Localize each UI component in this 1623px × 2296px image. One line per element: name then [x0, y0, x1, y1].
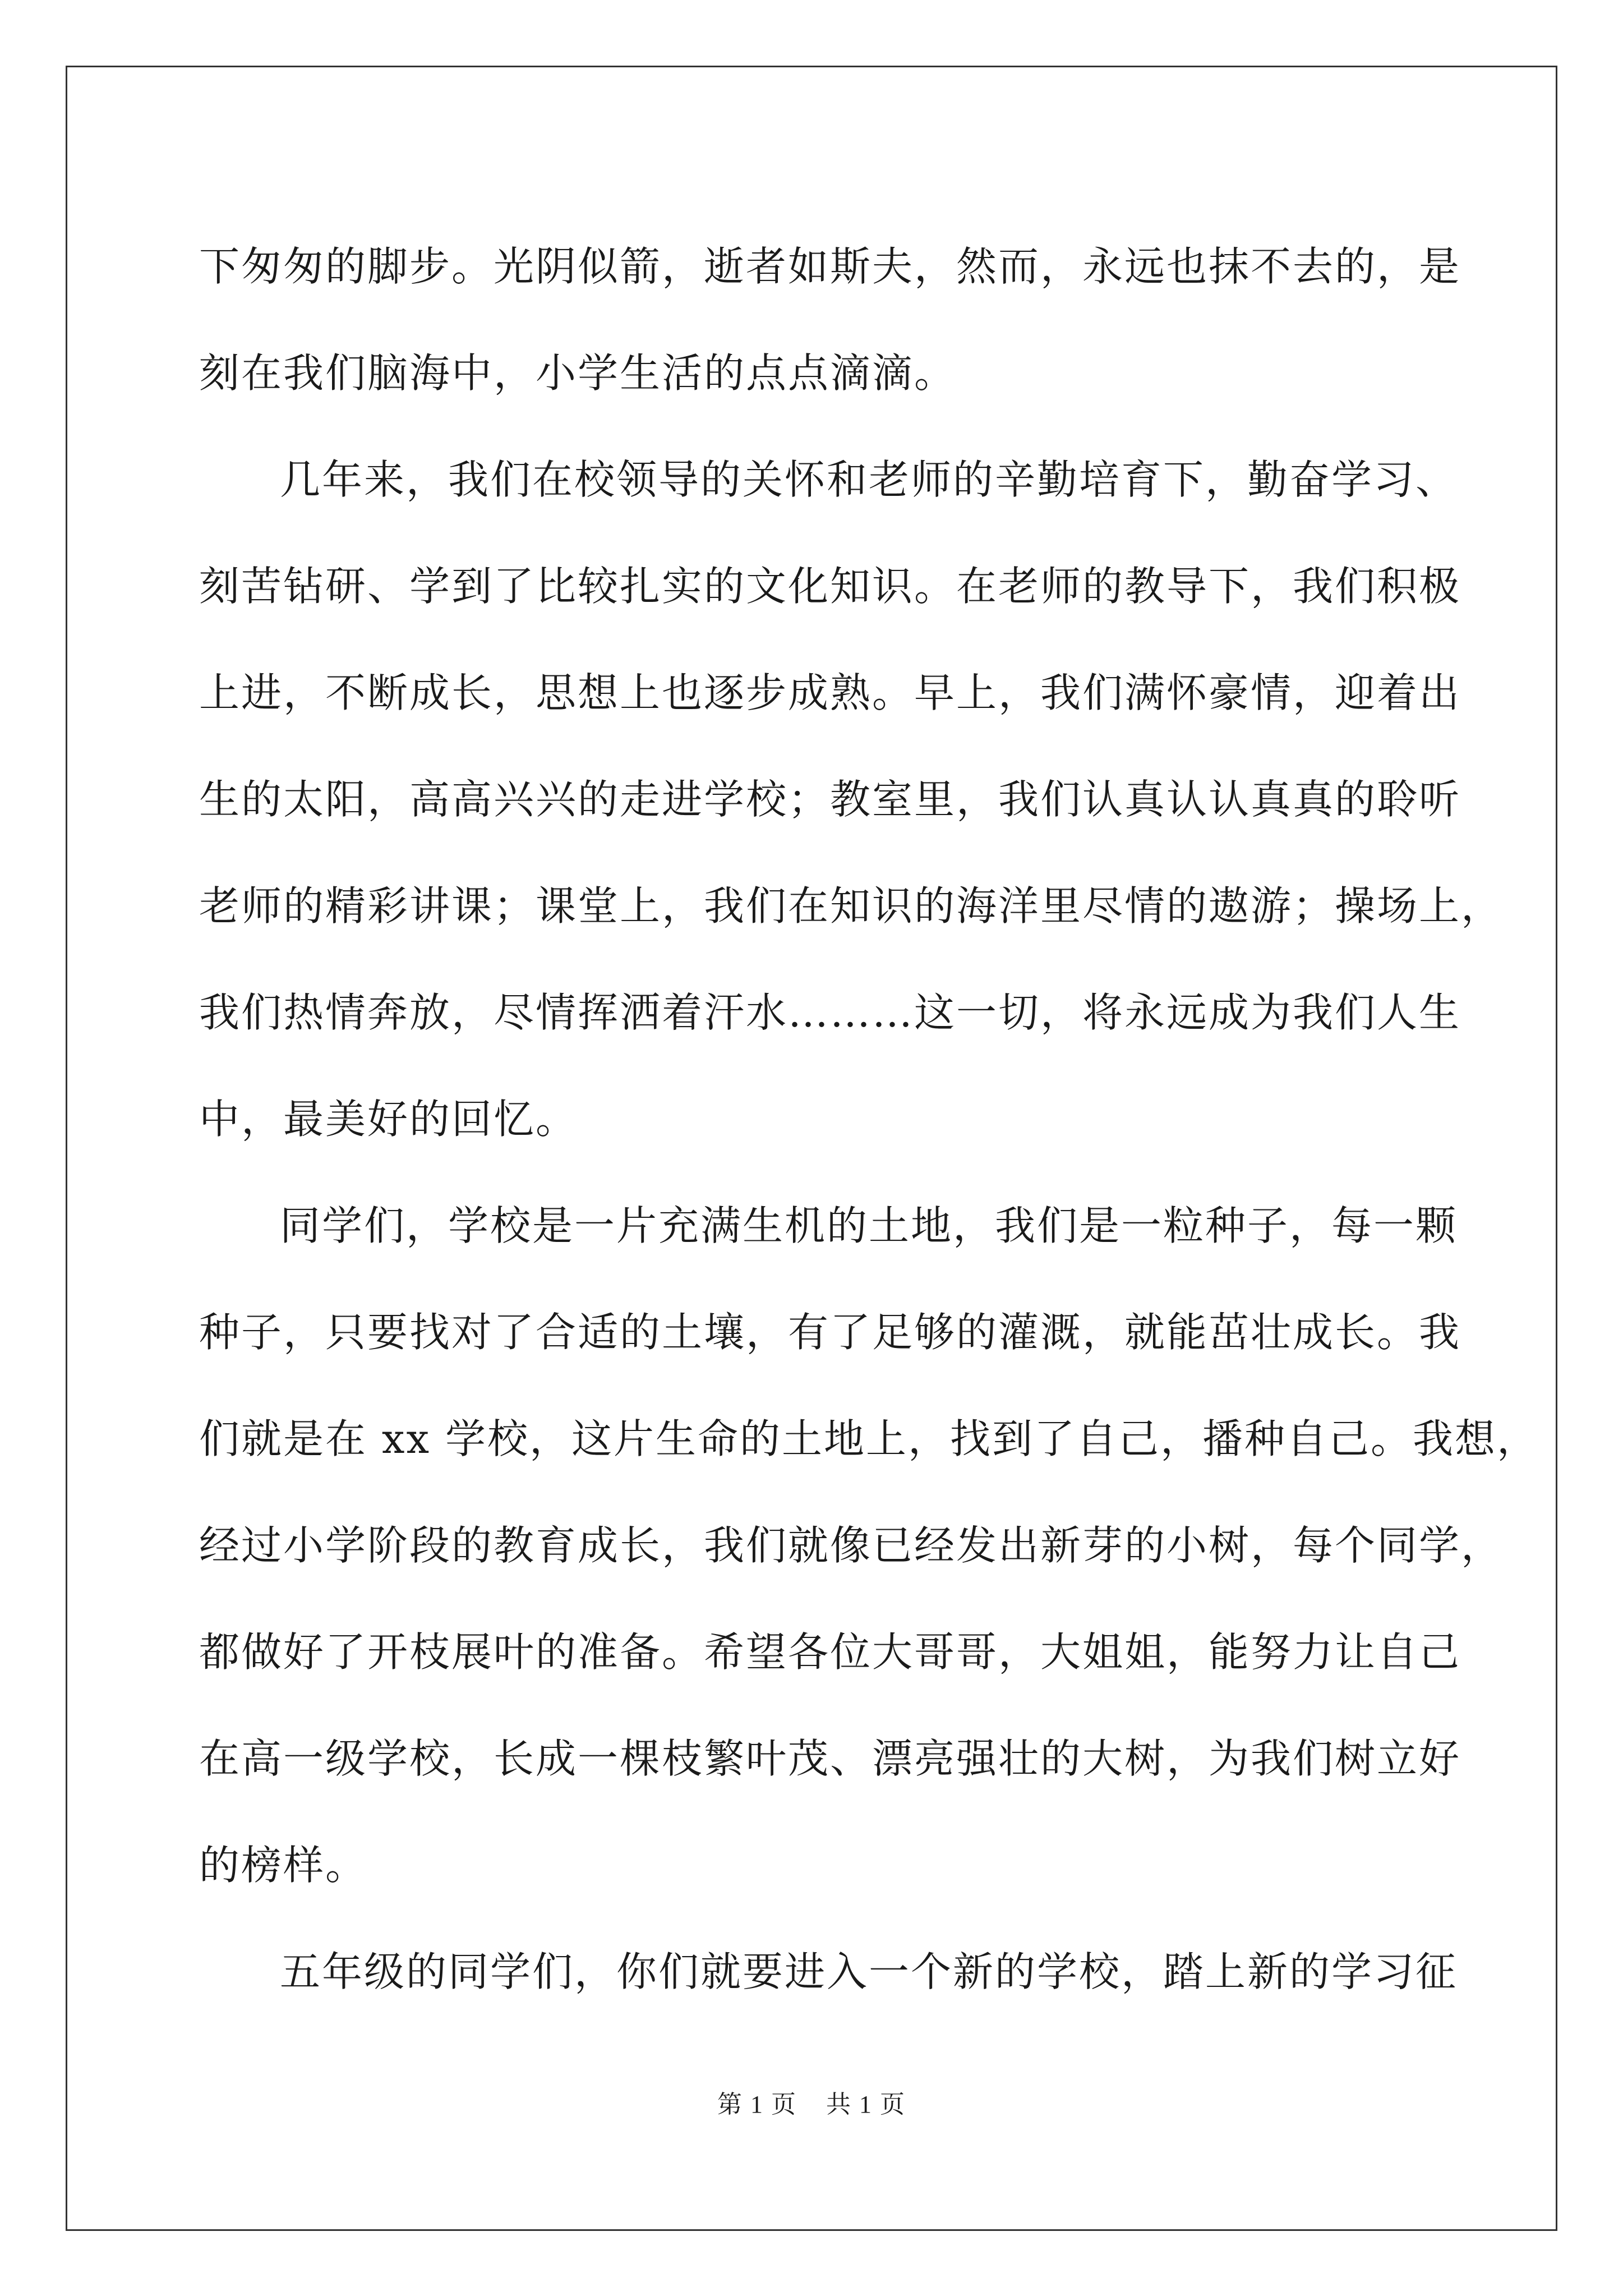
text-line: 种子，只要找对了合适的土壤，有了足够的灌溉，就能茁壮成长。我 [199, 1309, 1461, 1356]
paragraph-start-line: 同学们，学校是一片充满生机的土地，我们是一粒种子，每一颗 [280, 1202, 1458, 1249]
page-number: 第 1 页 [717, 2091, 797, 2118]
text-line: 们就是在 xx 学校，这片生命的土地上，找到了自己，播种自己。我想， [199, 1415, 1539, 1462]
text-line: 都做好了开枝展叶的准备。希望各位大哥哥，大姐姐，能努力让自己 [199, 1628, 1461, 1676]
text-line: 中，最美好的回忆。 [199, 1096, 578, 1143]
text-line: 下匆匆的脚步。光阴似箭，逝者如斯夫，然而，永远也抹不去的，是 [199, 243, 1461, 290]
text-line: 刻苦钻研、学到了比较扎实的文化知识。在老师的教导下，我们积极 [199, 563, 1461, 610]
paragraph-start-line: 五年级的同学们，你们就要进入一个新的学校，踏上新的学习征 [280, 1948, 1458, 1995]
document-body [199, 213, 1539, 2025]
text-line: 刻在我们脑海中，小学生活的点点滴滴。 [199, 349, 957, 397]
text-line: 的榜样。 [199, 1842, 368, 1889]
text-line: 老师的精彩讲课；课堂上，我们在知识的海洋里尽情的遨游；操场上， [199, 882, 1504, 930]
text-line: 在高一级学校，长成一棵枝繁叶茂、漂亮强壮的大树，为我们树立好 [199, 1735, 1461, 1782]
paragraph-start-line: 几年来，我们在校领导的关怀和老师的辛勤培育下，勤奋学习、 [280, 456, 1458, 503]
text-line: 生的太阳，高高兴兴的走进学校；教室里，我们认真认认真真的聆听 [199, 776, 1461, 823]
page-footer [0, 2084, 1623, 2120]
text-line: 上进，不断成长，思想上也逐步成熟。早上，我们满怀豪情，迎着出 [199, 669, 1461, 716]
text-line: 我们热情奔放，尽情挥洒着汗水………这一切，将永远成为我们人生 [199, 989, 1461, 1036]
total-pages: 共 1 页 [826, 2091, 906, 2118]
text-line: 经过小学阶段的教育成长，我们就像已经发出新芽的小树，每个同学， [199, 1522, 1504, 1569]
